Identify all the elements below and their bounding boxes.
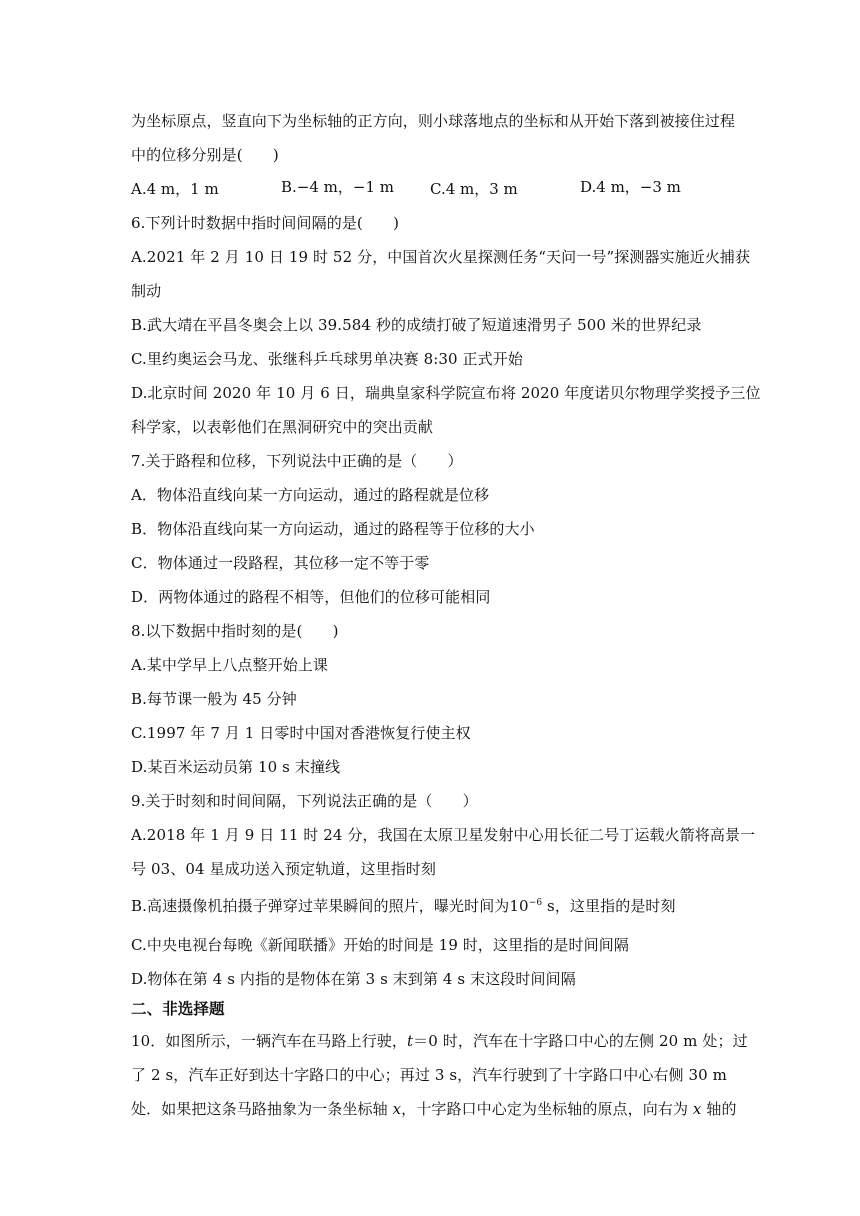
q5-line1: 为坐标原点，竖直向下为坐标轴的正方向，则小球落地点的坐标和从开始下落到被接住过程 (131, 112, 736, 130)
q5-line2: 中的位移分别是( ) (131, 146, 279, 164)
q10-line1-text-end: ＝0 时，汽车在十字路口中心的左侧 20 m 处；过 (413, 1032, 748, 1050)
q7-option-c: C．物体通过一段路程，其位移一定不等于零 (131, 554, 430, 572)
q6-option-a-line2: 制动 (131, 282, 162, 300)
q9-option-a-line1: A.2018 年 1 月 9 日 11 时 24 分，我国在太原卫星发射中心用长征二号丁运载火箭将高景一 (131, 826, 756, 844)
q6-option-c: C.里约奥运会马龙、张继科乒乓球男单决赛 8:30 正式开始 (131, 350, 523, 368)
q9-option-d: D.物体在第 4 s 内指的是物体在第 3 s 末到第 4 s 末这段时间间隔 (131, 970, 576, 988)
q10-var-x-2: x (692, 1100, 702, 1118)
q10-line1 (131, 1031, 748, 1051)
q6-stem: 6.下列计时数据中指时间间隔的是( ) (131, 214, 400, 232)
q8-option-b: B.每节课一般为 45 分钟 (131, 690, 297, 708)
q10-line3-text-mid: ，十字路口中心定为坐标轴的原点，向右为 (401, 1100, 693, 1118)
q10-line2: 了 2 s，汽车正好到达十字路口的中心；再过 3 s，汽车行驶到了十字路口中心右侧 30 m (131, 1066, 728, 1084)
q5-option-c: C.4 m，3 m (430, 180, 518, 198)
section-heading: 二、非选择题 (131, 1000, 225, 1018)
q9-option-b-exponent: −6 (528, 898, 543, 908)
q7-option-d: D．两物体通过的路程不相等，但他们的位移可能相同 (131, 588, 491, 606)
q5-option-d: D.4 m，−3 m (580, 178, 681, 196)
q5-option-b: B.−4 m，−1 m (281, 178, 394, 196)
q10-var-x: x (392, 1100, 402, 1118)
q6-option-d-line1: D.北京时间 2020 年 10 月 6 日，瑞典皇家科学院宣布将 2020 年度诺贝尔物理学奖授予三位 (131, 384, 761, 402)
q9-option-c: C.中央电视台每晚《新闻联播》开始的时间是 19 时，这里指的是时间间隔 (131, 936, 629, 954)
q8-option-c: C.1997 年 7 月 1 日零时中国对香港恢复行使主权 (131, 724, 471, 742)
q6-option-d-line2: 科学家，以表彰他们在黑洞研究中的突出贡献 (131, 418, 434, 436)
q10-var-t: t (407, 1032, 414, 1050)
q7-option-a: A．物体沿直线向某一方向运动，通过的路程就是位移 (131, 486, 490, 504)
q5-option-a: A.4 m，1 m (131, 180, 219, 198)
q6-option-a-line1: A.2021 年 2 月 10 日 19 时 52 分，中国首次火星探测任务“天问一号”探测器实施近火捕获 (131, 248, 751, 266)
q8-option-d: D.某百米运动员第 10 s 末撞线 (131, 758, 341, 776)
q7-stem: 7.关于路程和位移，下列说法中正确的是（ ） (131, 452, 463, 470)
q9-option-b-text: B.高速摄像机拍摄子弹穿过苹果瞬间的照片，曝光时间为10 (131, 897, 529, 915)
q9-option-b-text-end: s，这里指的是时刻 (542, 897, 676, 915)
q7-option-b: B．物体沿直线向某一方向运动，通过的路程等于位移的大小 (131, 520, 535, 538)
q10-line3-text-end: 轴的 (701, 1100, 737, 1118)
q6-option-b: B.武大靖在平昌冬奥会上以 39.584 秒的成绩打破了短道速滑男子 500 米的世界纪录 (131, 316, 702, 334)
q10-line3 (131, 1099, 741, 1119)
q9-stem: 9.关于时刻和时间间隔，下列说法正确的是（ ） (131, 792, 478, 810)
q8-stem: 8.以下数据中指时刻的是( ) (131, 622, 339, 640)
q10-line3-text: 处．如果把这条马路抽象为一条坐标轴 (131, 1100, 393, 1118)
q9-option-b (131, 896, 741, 916)
q8-option-a: A.某中学早上八点整开始上课 (131, 656, 329, 674)
q10-line1-text: 10．如图所示，一辆汽车在马路上行驶， (131, 1032, 407, 1050)
q9-option-a-line2: 号 03、04 星成功送入预定轨道，这里指时刻 (131, 860, 437, 878)
